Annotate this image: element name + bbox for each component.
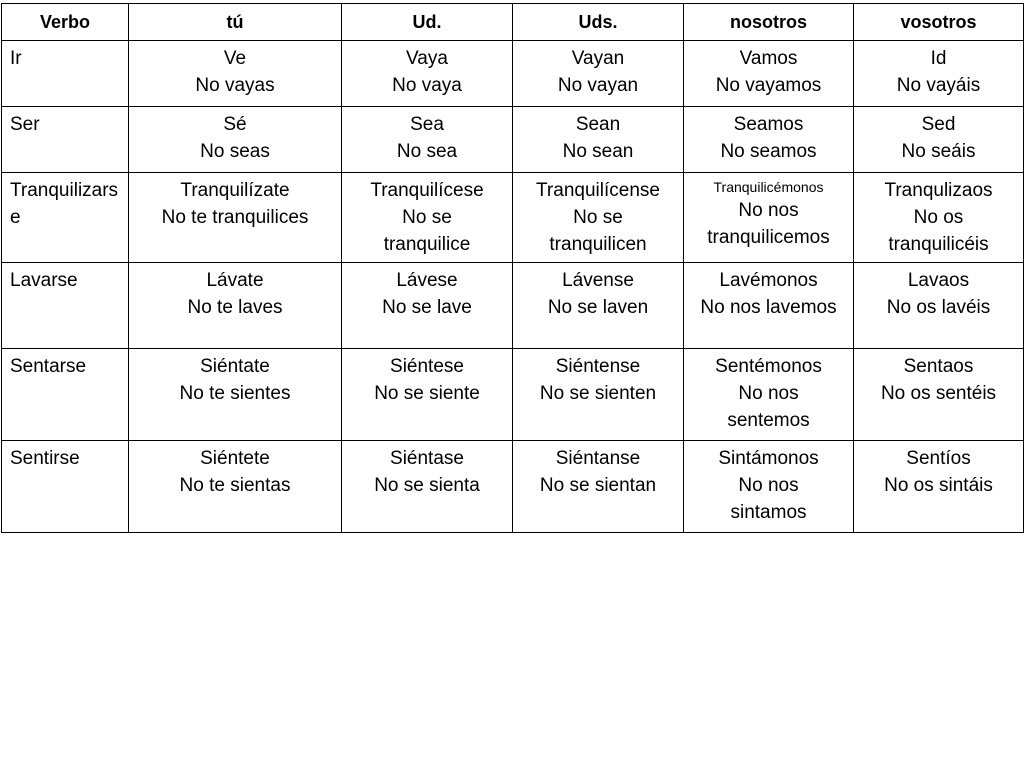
form-cell-ud (342, 41, 513, 107)
negative-form: No se tranquilicen (549, 207, 647, 255)
negative-form: No se laven (547, 297, 649, 318)
affirmative-form: Siéntate (200, 356, 270, 377)
table-row (2, 173, 1024, 263)
form-cell-ud (342, 263, 513, 349)
negative-form: No nos sentemos (727, 383, 810, 431)
negative-form: No sea (396, 141, 458, 162)
affirmative-form: Lávense (562, 270, 634, 291)
negative-form: No se lave (382, 297, 472, 318)
affirmative-form: Id (930, 48, 947, 69)
form-cell-uds (513, 263, 684, 349)
negative-form: No se sienten (539, 383, 657, 404)
affirmative-form: Tranquilícese (370, 180, 484, 201)
affirmative-form: Siéntense (555, 356, 641, 377)
header-tu: tú (129, 4, 342, 41)
negative-form: No te tranquilices (161, 207, 309, 228)
form-cell-vosotros (854, 263, 1024, 349)
negative-form: No seamos (720, 141, 817, 162)
affirmative-form: Sea (410, 114, 444, 135)
verb-cell: Sentirse (2, 441, 129, 533)
negative-form: No te sientes (179, 383, 291, 404)
verb-cell: Ser (2, 107, 129, 173)
affirmative-form: Lávese (396, 270, 458, 291)
negative-form: No se sientan (539, 475, 657, 496)
negative-form: No os lavéis (886, 297, 991, 318)
header-vosotros: vosotros (854, 4, 1024, 41)
negative-form: No sean (562, 141, 634, 162)
affirmative-form: Lávate (206, 270, 264, 291)
form-cell-ud (342, 173, 513, 263)
affirmative-form: Tranquilícense (536, 180, 660, 201)
header-ud: Ud. (342, 4, 513, 41)
header-row (2, 4, 1024, 41)
table-row (2, 349, 1024, 441)
form-cell-ud (342, 441, 513, 533)
form-cell-uds (513, 107, 684, 173)
negative-form: No te sientas (179, 475, 291, 496)
negative-form: No vayan (557, 75, 639, 96)
table-row (2, 107, 1024, 173)
form-cell-vosotros (854, 349, 1024, 441)
form-cell-nosotros (684, 441, 854, 533)
negative-form: No nos tranquilicemos (707, 200, 830, 248)
form-cell-vosotros (854, 441, 1024, 533)
form-cell-tu (129, 107, 342, 173)
affirmative-form: Tranquilízate (180, 180, 290, 201)
header-nosotros: nosotros (684, 4, 854, 41)
form-cell-nosotros (684, 41, 854, 107)
affirmative-form: Sentaos (903, 356, 974, 377)
conjugation-table (1, 3, 1024, 533)
affirmative-form: Ve (223, 48, 247, 69)
form-cell-ud (342, 349, 513, 441)
verb-cell: Lavarse (2, 263, 129, 349)
affirmative-form: Lavémonos (719, 270, 818, 291)
affirmative-form: Vaya (406, 48, 448, 69)
affirmative-form: Vamos (739, 48, 798, 69)
header-uds: Uds. (513, 4, 684, 41)
form-cell-tu (129, 173, 342, 263)
negative-form: No se sienta (374, 475, 480, 496)
negative-form: No vayas (195, 75, 275, 96)
verb-cell: Sentarse (2, 349, 129, 441)
negative-form: No te laves (187, 297, 283, 318)
affirmative-form: Siéntase (390, 448, 464, 469)
negative-form: No vayáis (896, 75, 981, 96)
negative-form: No vaya (392, 75, 462, 96)
form-cell-vosotros (854, 173, 1024, 263)
form-cell-vosotros (854, 107, 1024, 173)
form-cell-nosotros (684, 263, 854, 349)
affirmative-form: Sean (575, 114, 621, 135)
negative-form: No os sintáis (884, 475, 993, 496)
table-body (2, 41, 1024, 533)
affirmative-form: Tranqulizaos (884, 180, 993, 201)
table-row (2, 441, 1024, 533)
form-cell-uds (513, 349, 684, 441)
form-cell-uds (513, 41, 684, 107)
header-verbo: Verbo (2, 4, 129, 41)
negative-form: No se tranquilice (383, 207, 471, 255)
form-cell-uds (513, 173, 684, 263)
negative-form: No vayamos (715, 75, 822, 96)
form-cell-nosotros (684, 107, 854, 173)
affirmative-form: Siéntanse (555, 448, 641, 469)
negative-form: No os tranquilicéis (888, 207, 989, 255)
form-cell-tu (129, 441, 342, 533)
negative-form: No seas (200, 141, 270, 162)
negative-form: No nos sintamos (730, 475, 807, 523)
affirmative-form: Siéntese (390, 356, 464, 377)
affirmative-form: Sé (223, 114, 247, 135)
table-row (2, 41, 1024, 107)
affirmative-form: Lavaos (907, 270, 970, 291)
affirmative-form: Sed (921, 114, 956, 135)
form-cell-uds (513, 441, 684, 533)
affirmative-form: Tranquilicémonos (713, 179, 824, 195)
form-cell-nosotros (684, 173, 854, 263)
negative-form: No seáis (901, 141, 976, 162)
negative-form: No nos lavemos (700, 297, 837, 318)
affirmative-form: Sentíos (906, 448, 971, 469)
verb-cell: Tranquilizarse (2, 173, 129, 263)
table-header (2, 4, 1024, 41)
form-cell-tu (129, 349, 342, 441)
form-cell-vosotros (854, 41, 1024, 107)
table-row (2, 263, 1024, 349)
negative-form: No se siente (374, 383, 480, 404)
verb-cell: Ir (2, 41, 129, 107)
affirmative-form: Sintámonos (718, 448, 819, 469)
affirmative-form: Siéntete (200, 448, 270, 469)
negative-form: No os sentéis (880, 383, 997, 404)
affirmative-form: Vayan (571, 48, 625, 69)
form-cell-tu (129, 263, 342, 349)
affirmative-form: Seamos (733, 114, 804, 135)
form-cell-tu (129, 41, 342, 107)
form-cell-nosotros (684, 349, 854, 441)
affirmative-form: Sentémonos (715, 356, 822, 377)
form-cell-ud (342, 107, 513, 173)
